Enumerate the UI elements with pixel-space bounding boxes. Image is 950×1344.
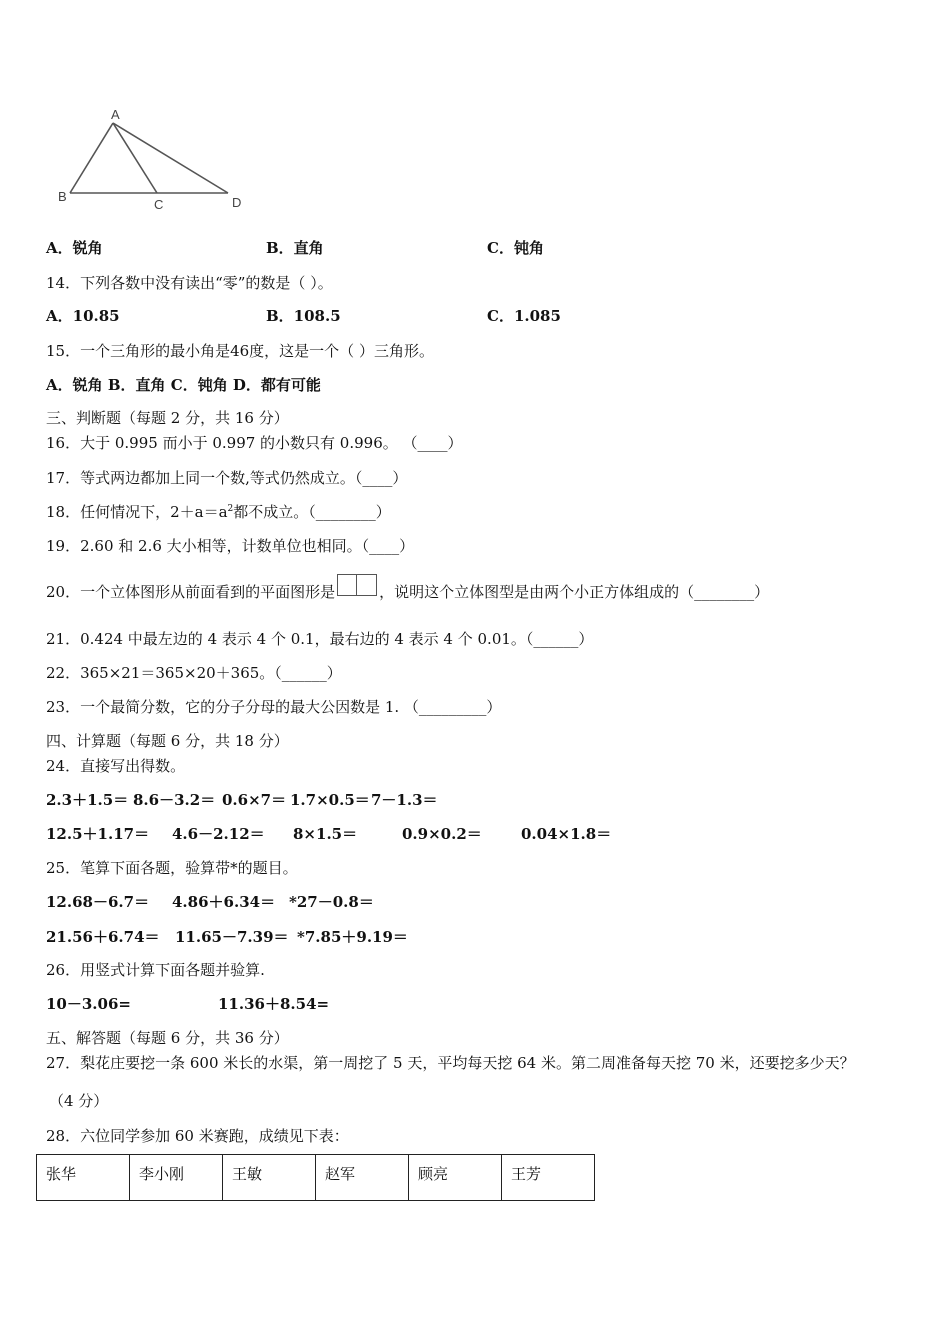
table-cell: 顾亮 — [409, 1155, 502, 1201]
q25-question: 25．笔算下面各题，验算带*的题目。 — [46, 859, 298, 877]
q14-question: 14．下列各数中没有读出“零”的数是（ ）。 — [46, 274, 333, 292]
q25-item: 4.86＋6.34＝ — [172, 893, 276, 911]
table-row — [37, 1155, 595, 1201]
q18-sup: 2 — [227, 504, 234, 514]
section-4-heading: 四、计算题（每题 6 分，共 18 分） — [46, 732, 289, 750]
vertex-label-b: B — [58, 189, 67, 204]
q17: 17．等式两边都加上同一个数,等式仍然成立。（____） — [46, 469, 408, 487]
q14-option-b: B．108.5 — [266, 307, 341, 325]
q18-post: 都不成立。（________） — [233, 503, 391, 521]
q24-item: 0.6×7＝ — [222, 791, 287, 809]
q25-item: 12.68－6.7＝ — [46, 893, 150, 911]
triangle-figure — [50, 105, 250, 215]
q13-option-c: C．钝角 — [487, 239, 544, 257]
q23: 23．一个最简分数，它的分子分母的最大公因数是 1. （_________） — [46, 698, 502, 716]
q26-question: 26．用竖式计算下面各题并验算. — [46, 961, 265, 979]
table-cell: 王芳 — [502, 1155, 595, 1201]
q24-item: 1.7×0.5＝ — [290, 791, 370, 809]
q24-item: 0.04×1.8＝ — [521, 825, 612, 843]
q14-option-a: A．10.85 — [46, 307, 120, 325]
q25-item: 21.56＋6.74＝ — [46, 928, 160, 946]
q26-item: 10－3.06= — [46, 995, 131, 1013]
q18 — [46, 501, 391, 522]
q20-post: ，说明这个立体图型是由两个小正方体组成的（________） — [379, 583, 770, 601]
vertex-label-a: A — [111, 107, 120, 122]
q18-pre: 18．任何情况下，2＋a＝a — [46, 503, 228, 521]
table-cell: 赵军 — [316, 1155, 409, 1201]
q24-item: 8×1.5＝ — [293, 825, 358, 843]
q24-item: 7－1.3＝ — [371, 791, 438, 809]
q28-table — [36, 1154, 595, 1201]
q25-item: *27－0.8＝ — [289, 893, 374, 911]
table-cell: 张华 — [37, 1155, 130, 1201]
q24-item: 4.6－2.12＝ — [172, 825, 265, 843]
q24-item: 0.9×0.2＝ — [402, 825, 482, 843]
q13-option-a: A．锐角 — [46, 239, 103, 257]
q24-item: 8.6－3.2＝ — [133, 791, 216, 809]
q20-pre: 20．一个立体图形从前面看到的平面图形是 — [46, 583, 336, 601]
q21: 21．0.424 中最左边的 4 表示 4 个 0.1，最右边的 4 表示 4 个 0.01。（______） — [46, 630, 594, 648]
q24-item: 12.5＋1.17＝ — [46, 825, 150, 843]
q27-question: 27．梨花庄要挖一条 600 米长的水渠，第一周挖了 5 天，平均每天挖 64 米。第二周准备每天挖 70 米，还要挖多少天？ — [46, 1054, 855, 1072]
q19: 19．2.60 和 2.6 大小相等，计数单位也相同。（____） — [46, 537, 415, 555]
q25-item: *7.85＋9.19＝ — [297, 928, 408, 946]
vertex-label-d: D — [232, 195, 242, 210]
q20 — [46, 581, 769, 604]
q14-option-c: C．1.085 — [487, 307, 561, 325]
q22: 22．365×21＝365×20＋365。（______） — [46, 664, 342, 682]
section-5-heading: 五、解答题（每题 6 分，共 36 分） — [46, 1029, 289, 1047]
q26-item: 11.36＋8.54= — [218, 995, 330, 1013]
q13-option-b: B．直角 — [266, 239, 324, 257]
section-3-heading: 三、判断题（每题 2 分，共 16 分） — [46, 409, 289, 427]
q28-question: 28．六位同学参加 60 米赛跑，成绩见下表： — [46, 1127, 349, 1145]
vertex-label-c: C — [154, 197, 164, 212]
q24-question: 24．直接写出得数。 — [46, 757, 186, 775]
table-cell: 王敏 — [223, 1155, 316, 1201]
q15-question: 15．一个三角形的最小角是46度，这是一个（ ）三角形。 — [46, 342, 434, 360]
q15-options: A．锐角 B．直角 C．钝角 D．都有可能 — [46, 376, 321, 394]
q25-item: 11.65－7.39＝ — [175, 928, 289, 946]
two-squares-icon — [337, 574, 377, 596]
q27-score: （4 分） — [49, 1092, 109, 1110]
q16: 16．大于 0.995 而小于 0.997 的小数只有 0.996。 （____） — [46, 434, 463, 452]
q24-item: 2.3＋1.5＝ — [46, 791, 129, 809]
table-cell: 李小刚 — [130, 1155, 223, 1201]
